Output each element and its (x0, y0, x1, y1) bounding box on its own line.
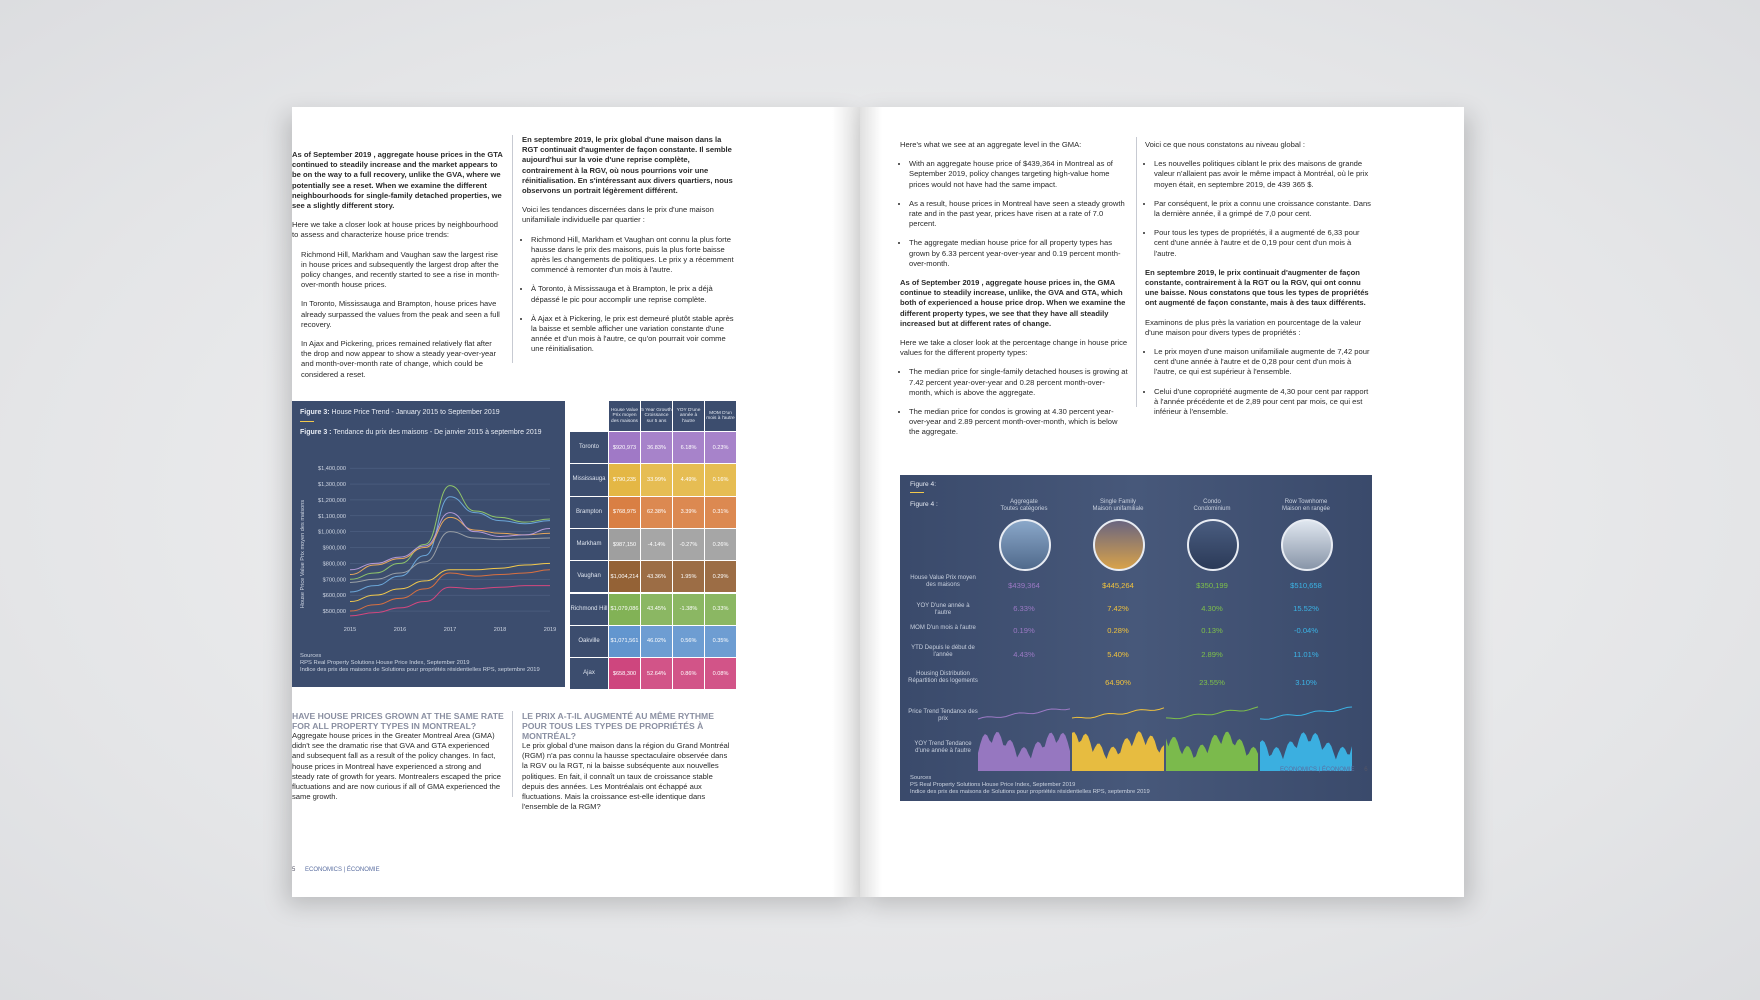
y-tick-label: $700,000 (322, 577, 346, 584)
left-bottom-en (292, 711, 504, 811)
table-cell: $1,079,086 (609, 594, 640, 625)
table-cell: 33.99% (641, 464, 672, 495)
property-type-label: Single Family (1099, 499, 1136, 505)
list-item: • À Ajax et à Pickering, le prix est demeuré plutôt stable après la baisse et semble afficher une variation constante d'une année et d'un mois à l'autre, ce qu'on pourrait voir comme une réinitialisation. (531, 314, 734, 355)
table-row-label: Toronto (570, 432, 608, 463)
page-number: 5 (292, 867, 296, 873)
distribution-value: 23.55% (1199, 678, 1225, 687)
section-heading: LE PRIX A-T-IL AUGMENTÉ AU MÊME RYTHME POUR TOUS LES TYPES DE PROPRIÉTÉS À MONTRÉAL? (522, 711, 714, 741)
table-cell: -4.14% (641, 529, 672, 560)
table-cell: 1.95% (673, 561, 704, 592)
yoy-value: 15.52% (1293, 604, 1319, 613)
list-item: • With an aggregate house price of $439,364 in Montreal as of September 2019, policy changes targeting high-value home prices would not have had the same impact. (909, 159, 1128, 190)
y-tick-label: $600,000 (322, 593, 346, 600)
y-tick-label: $800,000 (322, 561, 346, 568)
left-bottom-fr (522, 711, 734, 821)
x-tick-label: 2019 (543, 627, 557, 633)
yoy-trend-area (1166, 732, 1258, 771)
table-row-label: Brampton (570, 497, 608, 528)
column-divider (512, 711, 513, 797)
right-en-lead2: Here we take a closer look at the percentage change in house price values for the different property types: (900, 338, 1128, 358)
table-cell: $920,973 (609, 432, 640, 463)
row-label-yoy: YOY D'une année à l'autre (916, 603, 970, 616)
table-cell: $658,300 (609, 658, 640, 689)
list-item: • In Toronto, Mississauga and Brampton, house prices have already surpassed the values from the peak and seen a full recovery. (301, 299, 504, 330)
table-cell: 43.45% (641, 594, 672, 625)
table-cell: 62.38% (641, 497, 672, 528)
house-value: $439,364 (1008, 581, 1040, 590)
price-trend-line (1260, 707, 1352, 719)
property-type-label: Condo (1203, 499, 1221, 505)
list-item: • In Ajax and Pickering, prices remained relatively flat after the drop and now appear to show a steady year-over-year and month-over-month rate of change, which could be considered a reset. (301, 339, 504, 380)
y-tick-label: $1,400,000 (318, 466, 346, 473)
yoy-trend-area (978, 732, 1070, 771)
property-type-label: Row Townhome (1284, 499, 1328, 505)
right-en-bullets2 (900, 367, 1128, 437)
right-en-lead: Here's what we see at an aggregate level in the GMA: (900, 140, 1082, 149)
figure3-sources (300, 653, 540, 674)
left-fr-lead: Voici les tendances discernées dans le prix d'une maison unifamiliale individuelle par quartier : (522, 205, 714, 225)
mom-value: 0.19% (1013, 626, 1035, 635)
mom-value: -0.04% (1293, 626, 1319, 635)
property-type-label-fr: Maison en rangée (1281, 506, 1331, 512)
list-item: • The median price for condos is growing at 4.30 percent year-over-year and 2.89 percent month-over-month, which is below the aggregate. (909, 407, 1128, 438)
right-footer (1280, 767, 1368, 773)
ytd-value: 11.01% (1293, 650, 1319, 659)
figure4-title-en: Figure 4: (910, 481, 937, 488)
figure3-label: Figure 3: (300, 409, 330, 416)
column-divider (512, 135, 513, 363)
yoy-value: 6.33% (1013, 604, 1035, 613)
property-type-label: Aggregate (1010, 499, 1038, 505)
column-divider (1136, 137, 1137, 407)
series-line (350, 563, 550, 601)
yoy-value: 4.30% (1201, 604, 1223, 613)
table-header: MOM D'un mois à l'autre (705, 401, 736, 431)
table-row-label: Markham (570, 529, 608, 560)
table-cell: 0.23% (705, 432, 736, 463)
table-cell: $1,004,214 (609, 561, 640, 592)
table-cell: 0.26% (705, 529, 736, 560)
table-cell: -0.27% (673, 529, 704, 560)
price-trend-line (978, 709, 1070, 719)
ytd-value: 4.43% (1013, 650, 1035, 659)
section-heading: HAVE HOUSE PRICES GROWN AT THE SAME RATE FOR ALL PROPERTY TYPES IN MONTREAL? (292, 711, 504, 731)
right-fr-lead2: Examinons de plus près la variation en pourcentage de la valeur d'une maison pour divers types de propriétés : (1145, 317, 1362, 337)
mom-value: 0.13% (1201, 626, 1223, 635)
series-line (350, 517, 550, 574)
sources-label: Sources (300, 653, 322, 659)
left-footer (292, 867, 380, 873)
source-line: Indice des prix des maisons de Solutions pour propriétés résidentielles RPS, septembre 2019 (910, 789, 1150, 795)
property-type-label-fr: Condominium (1193, 506, 1231, 512)
list-item: • À Toronto, à Mississauga et à Brampton, le prix a déjà dépassé le pic pour accomplir une reprise complète. (531, 284, 734, 304)
series-line (350, 513, 550, 570)
table-cell: 0.86% (673, 658, 704, 689)
series-line (350, 532, 550, 583)
left-fr-intro: En septembre 2019, le prix global d'une maison dans la RGT continuait d'augmenter de façon constante. Il semble aujourd'hui sur la voie d'une reprise complète, contrairement à la RGV, où nous pourrions voir une réinitialisation. En s'intéressant aux divers quartiers, nous observons un portrait légèrement différent. (522, 135, 733, 196)
table-cell: 0.08% (705, 658, 736, 689)
right-fr-lead: Voici ce que nous constatons au niveau global : (1145, 140, 1306, 149)
table-header: YOY D'une année à l'autre (673, 401, 704, 431)
list-item: • The aggregate median house price for all property types has grown by 6.33 percent year-over-year and 0.19 percent month-over-month. (909, 238, 1128, 269)
figure3-title-text: House Price Trend - January 2015 to September 2019 (329, 409, 500, 416)
table-cell: 36.83% (641, 432, 672, 463)
figure4-title-fr: Figure 4 : (910, 501, 938, 508)
table-row-label: Vaughan (570, 561, 608, 592)
y-tick-label: $1,300,000 (318, 482, 346, 489)
list-item: • Richmond Hill, Markham et Vaughan ont connu la plus forte hausse dans le prix des maisons, puis la plus forte baisse après les changements de politiques. Le prix y a récemment commencé à remonter d'un mois à l'autre. (531, 235, 734, 276)
table-row-label: Oakville (570, 626, 608, 657)
table-cell: $1,071,561 (609, 626, 640, 657)
right-fr-bold: En septembre 2019, le prix continuait d'augmenter de façon constante, contrairement à la RGT ou la RGV, qui ont connu une baisse. Nous constatons que tous les types de propriétés ont augmenté de façon constante, mais à des taux différents. (1145, 267, 1369, 308)
list-item: • Celui d'une copropriété augmente de 4,30 pour cent par rapport à l'année précédente et de 2,89 pour cent par mois, ce qui est inférieur à l'ensemble. (1154, 387, 1373, 418)
x-tick-label: 2016 (393, 627, 407, 633)
ytd-value: 5.40% (1107, 650, 1129, 659)
property-type-label-fr: Toutes catégories (1000, 506, 1048, 512)
y-tick-label: $500,000 (322, 609, 346, 616)
right-fr-bullets1 (1145, 159, 1373, 259)
figure3-title-fr-text: Tendance du prix des maisons - De janvier 2015 à septembre 2019 (331, 429, 542, 436)
footer-label: ECONOMICS | ÉCONOMIE (1280, 767, 1355, 773)
list-item: • Richmond Hill, Markham and Vaughan saw the largest rise in house prices and subsequently the largest drop after the policy changes, and recently started to see a rise in month-over-month house prices. (301, 250, 504, 291)
right-col-fr (1145, 140, 1373, 426)
yoy-trend-area (1072, 731, 1164, 771)
right-en-bold: As of September 2019 , aggregate house prices in, the GMA continue to steadily increase, unlike, the GVA and GTA, which both of experienced a house price drop. When we examine the different property types, we see that they have all steadily increased but at different rates of change. (900, 278, 1126, 328)
table-cell: 46.02% (641, 626, 672, 657)
series-line (350, 570, 550, 611)
series-line (350, 497, 550, 592)
figure3-label-fr: Figure 3 : (300, 429, 332, 436)
table-cell: 6.18% (673, 432, 704, 463)
y-tick-label: $1,000,000 (318, 529, 346, 536)
table-cell: 3.39% (673, 497, 704, 528)
list-item: • Le prix moyen d'une maison unifamiliale augmente de 7,42 pour cent d'une année à l'autre et de 0,28 pour cent d'un mois à l'autre, ce qui est supérieur à l'ensemble. (1154, 347, 1373, 378)
sources-label: Sources (910, 775, 932, 781)
house-value: $510,658 (1290, 581, 1322, 590)
property-type-label-fr: Maison unifamiliale (1092, 506, 1144, 512)
ytd-value: 2.89% (1201, 650, 1223, 659)
left-page (292, 107, 860, 897)
left-col-en (292, 150, 504, 389)
footer-label: ECONOMICS | ÉCONOMIE (305, 867, 380, 873)
price-table (570, 401, 733, 691)
figure4-sources (910, 775, 1150, 796)
table-cell: 0.31% (705, 497, 736, 528)
table-cell: 0.29% (705, 561, 736, 592)
list-item: • Les nouvelles politiques ciblant le prix des maisons de grande valeur n'allaient pas avoir le même impact à Montréal, où le prix moyen était, en septembre 2019, de 439 365 $. (1154, 159, 1373, 190)
table-cell: 43.36% (641, 561, 672, 592)
table-cell: 4.49% (673, 464, 704, 495)
x-tick-label: 2017 (443, 627, 457, 633)
right-page (860, 107, 1464, 897)
yoy-trend-area (1260, 732, 1352, 771)
row-label-dist: Housing Distribution Répartition des logements (908, 671, 978, 684)
list-item: • Pour tous les types de propriétés, il a augmenté de 6,33 pour cent d'une année à l'autre et de 0,19 pour cent d'un mois à l'autre. (1154, 228, 1373, 259)
left-en-lead: Here we take a closer look at house prices by neighbourhood to assess and characterize house price trends: (292, 220, 498, 240)
x-tick-label: 2015 (343, 627, 357, 633)
list-item: • Par conséquent, le prix a connu une croissance constante. Dans la dernière année, il a grimpé de 7,0 pour cent. (1154, 199, 1373, 219)
table-cell: 0.33% (705, 594, 736, 625)
yoy-value: 7.42% (1107, 604, 1129, 613)
source-line: PS Real Property Solutions House Price Index, September 2019 (910, 782, 1076, 788)
source-line: Indice des prix des maisons de Solutions pour propriétés résidentielles RPS, septembre 2019 (300, 667, 540, 673)
table-cell: $790,235 (609, 464, 640, 495)
table-row-label: Richmond Hill (570, 594, 608, 625)
right-col-en (900, 140, 1128, 447)
y-tick-label: $1,200,000 (318, 497, 346, 504)
table-header: 5 Year Growth Croissance sur 5 ans (641, 401, 672, 431)
distribution-value: 3.10% (1295, 678, 1317, 687)
y-tick-label: $900,000 (322, 545, 346, 552)
table-row-label: Ajax (570, 658, 608, 689)
figure4-sparklines (900, 475, 1372, 801)
figure4-panel (900, 475, 1372, 801)
price-trend-line (1166, 707, 1258, 719)
x-tick-label: 2018 (493, 627, 507, 633)
y-tick-label: $1,100,000 (318, 513, 346, 520)
right-fr-bullets2 (1145, 347, 1373, 417)
right-en-bullets1 (900, 159, 1128, 269)
figure3-plot (292, 401, 565, 687)
section-body: Le prix global d'une maison dans la région du Grand Montréal (RGM) n'a pas connu la hausse spectaculaire observée dans la RGV ou la RGT, ni la baisse subséquente aux nouvelles politiques. En fait, il connaît un taux de croissance stable depuis des années. Les Montréalais ont échappé aux fluctuations. Mais la croissance est-elle identique dans l'ensemble de la RGM? (522, 741, 730, 812)
table-header: House Value Prix moyen des maisons (609, 401, 640, 431)
left-en-intro: As of September 2019 , aggregate house prices in the GTA continued to steadily increase and the market appears to be on the way to a full recovery, unlike the GVA, where we potentially see a reset. When we examine the different neighbourhoods for single-family detached properties, we see a slightly different story. (292, 150, 503, 211)
table-cell: $987,150 (609, 529, 640, 560)
table-cell: -1.38% (673, 594, 704, 625)
list-item: • As a result, house prices in Montreal have seen a steady growth rate and in the past year, prices have risen at a rate of 7.0 percent. (909, 199, 1128, 230)
row-label-yoytrend: YOY Trend Tendance d'une année à l'autre (914, 741, 972, 754)
table-cell: $768,975 (609, 497, 640, 528)
table-row-label: Mississauga (570, 464, 608, 495)
row-label-value: House Value Prix moyen des maisons (910, 575, 976, 588)
row-label-trend: Price Trend Tendance des prix (908, 709, 978, 722)
row-label-ytd: YTD Depuis le début de l'année (911, 645, 975, 658)
row-label-mom: MOM D'un mois à l'autre (910, 625, 976, 631)
section-body: Aggregate house prices in the Greater Montreal Area (GMA) didn't see the dramatic rise that GVA and GTA experienced and subsequent fall as a result of the policy changes. In fact, house prices in Montreal have experienced a strong and steady rate of growth for years. Montrealers escaped the price fluctuations and are now curious if all of GMA experienced the same growth. (292, 731, 501, 802)
figure3-chart (292, 401, 565, 687)
house-value: $350,199 (1196, 581, 1228, 590)
left-fr-bullets (522, 235, 734, 355)
table-cell: 0.35% (705, 626, 736, 657)
mom-value: 0.28% (1107, 626, 1129, 635)
left-col-fr (522, 135, 734, 364)
source-line: RPS Real Property Solutions House Price Index, September 2019 (300, 660, 470, 666)
y-axis-label: House Price Value Prix moyen des maisons (300, 499, 306, 609)
page-number: 6 (1364, 767, 1368, 773)
list-item: • The median price for single-family detached houses is growing at 7.42 percent year-over-year and 0.28 percent month-over-month, which is above the aggregate. (909, 367, 1128, 398)
distribution-value: 64.90% (1105, 678, 1131, 687)
price-trend-line (1072, 708, 1164, 718)
table-cell: 0.16% (705, 464, 736, 495)
left-en-bullets (292, 250, 504, 380)
table-cell: 52.64% (641, 658, 672, 689)
house-value: $445,264 (1102, 581, 1134, 590)
table-cell: 0.56% (673, 626, 704, 657)
